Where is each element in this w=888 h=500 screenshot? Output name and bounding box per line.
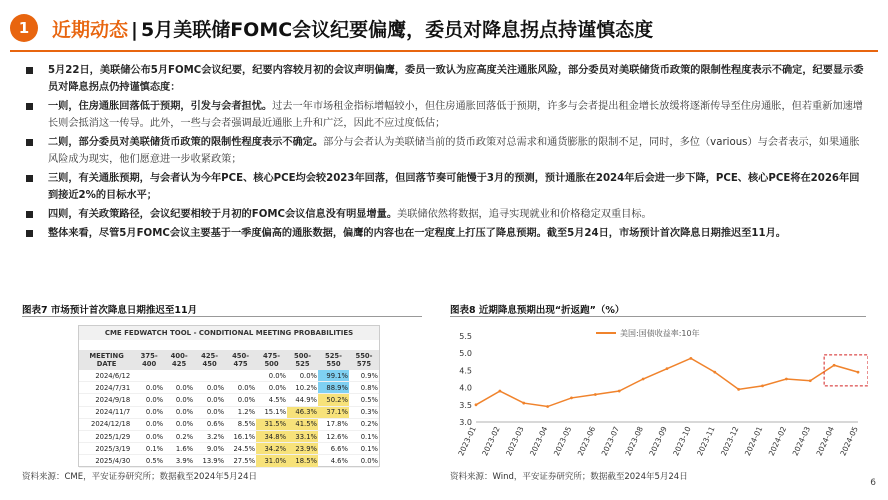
table-cell: 34.8% (256, 430, 287, 442)
table-cell: 18.5% (287, 455, 318, 467)
table-cell: 4.6% (318, 455, 349, 467)
x-tick-label: 2023-01 (456, 425, 478, 458)
fedwatch-tool-title: CME FEDWATCH TOOL - CONDITIONAL MEETING PROBABILITIES (79, 326, 379, 340)
bullet-normal-text: 部分与会者认为美联储当前的货币政策对总需求和通货膨胀的限制不足，同时，多位（various）与会者表示，如果通胀风险成为现实，他们愿意进一步收紧政策； (48, 137, 860, 165)
table-cell: 2024/7/31 (79, 382, 134, 394)
table-cell: 9.0% (194, 443, 225, 455)
bullet-square-icon (26, 139, 33, 146)
table-header-cell: 400-425 (164, 350, 194, 370)
bullet-bold-text: 四则，有关政策路径，会议纪要相较于月初的FOMC会议信息没有明显增量。 (48, 209, 398, 220)
page-title (52, 15, 653, 42)
table-cell: 0.0% (134, 394, 164, 406)
table-cell: 31.5% (256, 418, 287, 430)
x-tick-label: 2023-04 (528, 425, 550, 458)
table-header-cell: 425-450 (194, 350, 225, 370)
table-cell: 33.1% (287, 430, 318, 442)
y-tick-label: 5.0 (459, 349, 472, 359)
bullet-square-icon (26, 175, 33, 182)
table-cell (194, 370, 225, 382)
table-cell: 0.1% (349, 443, 379, 455)
table-cell: 0.5% (349, 394, 379, 406)
right-panel-divider (450, 316, 866, 317)
series-point (833, 364, 836, 367)
table-cell: 0.6% (194, 418, 225, 430)
table-header-cell: MEETING DATE (79, 350, 134, 370)
table-cell: 15.1% (256, 406, 287, 418)
x-tick-label: 2024-03 (790, 425, 813, 458)
bullet-item (22, 206, 864, 223)
bullet-item (22, 170, 864, 204)
table-cell: 16.1% (225, 430, 256, 442)
series-point (498, 390, 501, 393)
table-cell: 0.5% (134, 455, 164, 467)
series-point (761, 384, 764, 387)
series-line (476, 358, 858, 406)
bullet-item (22, 225, 864, 242)
table-cell (225, 370, 256, 382)
bullet-square-icon (26, 103, 33, 110)
table-header-cell: 375-400 (134, 350, 164, 370)
table-cell: 0.0% (164, 406, 194, 418)
section-number-badge: 1 (10, 14, 38, 42)
bullet-square-icon (26, 230, 33, 237)
y-tick-label: 5.5 (459, 332, 472, 341)
table-cell: 1.2% (225, 406, 256, 418)
title-text: 5月美联储FOMC会议纪要偏鹰，委员对降息拐点持谨慎态度 (140, 19, 654, 41)
table-cell: 10.2% (287, 382, 318, 394)
series-point (475, 403, 478, 406)
table-cell: 0.0% (349, 455, 379, 467)
x-tick-label: 2024-01 (742, 425, 765, 458)
series-point (618, 390, 621, 393)
x-tick-label: 2023-03 (504, 425, 526, 458)
bullet-list (22, 62, 864, 244)
table-row (79, 394, 379, 406)
y-tick-label: 4.0 (459, 383, 472, 393)
table-row (79, 430, 379, 442)
x-tick-label: 2023-07 (599, 425, 622, 458)
bullet-bold-text: 二则，部分委员对美联储货币政策的限制性程度表示不确定。 (48, 137, 324, 148)
series-point (642, 378, 645, 381)
table-cell: 31.0% (256, 455, 287, 467)
table-cell: 0.0% (256, 370, 287, 382)
table-cell: 0.0% (134, 418, 164, 430)
table-cell: 2025/1/29 (79, 430, 134, 442)
table-cell: 88.9% (318, 382, 349, 394)
header-divider (10, 50, 878, 52)
series-point (546, 405, 549, 408)
table-cell: 46.3% (287, 406, 318, 418)
y-tick-label: 3.5 (459, 400, 472, 410)
highlight-box (824, 355, 868, 386)
table-cell: 0.0% (287, 370, 318, 382)
bullet-bold-text: 整体来看，尽管5月FOMC会议主要基于一季度偏高的通胀数据，偏鹰的内容也在一定程度上打压了降息预期。截至5月24日，市场预计首次降息日期推迟至11月。 (48, 228, 786, 239)
left-panel-source: 资料来源：CME，平安证券研究所；数据截至2024年5月24日 (22, 472, 257, 482)
table-cell: 0.3% (349, 406, 379, 418)
table-cell: 0.0% (225, 394, 256, 406)
table-cell: 41.5% (287, 418, 318, 430)
bullet-item (22, 134, 864, 168)
series-point (666, 367, 669, 370)
x-tick-label: 2023-09 (647, 425, 669, 458)
x-tick-label: 2023-06 (575, 425, 598, 458)
table-cell: 23.9% (287, 443, 318, 455)
table-row (79, 406, 379, 418)
series-point (522, 402, 525, 405)
title-lead: 近期动态 (52, 19, 129, 41)
table-cell: 0.0% (194, 406, 225, 418)
y-tick-label: 3.0 (459, 418, 472, 427)
table-header-cell: 475-500 (256, 350, 287, 370)
x-tick-label: 2023-10 (671, 425, 693, 458)
table-cell: 0.0% (256, 382, 287, 394)
table-cell: 0.0% (134, 382, 164, 394)
table-cell: 0.1% (134, 443, 164, 455)
table-cell: 0.2% (164, 430, 194, 442)
table-row (79, 370, 379, 382)
table-cell: 0.2% (349, 418, 379, 430)
x-tick-label: 2024-05 (838, 425, 860, 458)
yield-line-chart (448, 322, 868, 462)
bullet-normal-text: 美联储依然将数据，追寻实现就业和价格稳定双重目标。 (397, 209, 652, 220)
x-tick-label: 2023-05 (551, 425, 574, 458)
table-row (79, 382, 379, 394)
fedwatch-table-box (78, 325, 380, 467)
y-tick-label: 4.5 (459, 366, 472, 376)
bullet-square-icon (26, 211, 33, 218)
table-cell: 3.9% (164, 455, 194, 467)
series-point (785, 378, 788, 381)
table-cell: 4.5% (256, 394, 287, 406)
table-cell (134, 370, 164, 382)
table-cell: 37.1% (318, 406, 349, 418)
series-point (594, 393, 597, 396)
fedwatch-table (79, 350, 379, 468)
table-row (79, 455, 379, 467)
title-separator: | (131, 19, 138, 41)
bullet-item (22, 62, 864, 96)
table-cell: 0.0% (225, 382, 256, 394)
right-panel-source: 资料来源：Wind，平安证券研究所；数据截至2024年5月24日 (450, 472, 688, 482)
table-cell: 0.0% (164, 394, 194, 406)
table-cell: 2024/11/7 (79, 406, 134, 418)
bullet-bold-text: 三则，有关通胀预期，与会者认为今年PCE、核心PCE均会较2023年回落，但回落节奏可能慢于3月的预测，预计通胀在2024年后会进一步下降，PCE、核心PCE将在2026年回到接近2%的目标水平； (48, 173, 860, 201)
bullet-item (22, 98, 864, 132)
right-panel-title: 图表8 近期降息预期出现“折返跑”（%） (450, 305, 625, 316)
table-cell: 0.0% (194, 394, 225, 406)
table-cell: 0.8% (349, 382, 379, 394)
table-header-cell: 525-550 (318, 350, 349, 370)
table-cell: 24.5% (225, 443, 256, 455)
series-point (857, 371, 860, 374)
page-number: 6 (870, 478, 876, 488)
table-header-cell: 550-575 (349, 350, 379, 370)
table-cell: 99.1% (318, 370, 349, 382)
table-cell: 0.0% (164, 418, 194, 430)
bullet-bold-text: 5月22日，美联储公布5月FOMC会议纪要，纪要内容较月初的会议声明偏鹰，委员一致认为应高度关注通胀风险，部分委员对美联储货币政策的限制性程度表示不确定，纪要显示委员对降息拐点仍持谨慎态度： (48, 65, 864, 93)
series-point (809, 379, 812, 382)
table-cell: 0.0% (164, 382, 194, 394)
series-point (713, 371, 716, 374)
bullet-normal-text: 过去一年市场租金指标增幅较小，但住房通胀回落低于预期，许多与会者提出租金增长放缓将逐渐传导至住房通胀，但若重新加速增长则会抵消这一传导。此外，一些与会者强调最近通胀上升和广泛，因此不应过度低估； (48, 101, 863, 129)
table-cell: 2025/3/19 (79, 443, 134, 455)
table-cell: 2024/9/18 (79, 394, 134, 406)
table-header-cell: 500-525 (287, 350, 318, 370)
x-tick-label: 2023-12 (719, 425, 741, 458)
x-tick-label: 2024-04 (814, 425, 836, 458)
section-header (10, 14, 878, 44)
series-point (689, 357, 692, 360)
legend-label: 美国:国债收益率:10年 (620, 329, 700, 338)
left-panel-title: 图表7 市场预计首次降息日期推迟至11月 (22, 305, 198, 316)
series-point (570, 397, 573, 400)
table-cell: 8.5% (225, 418, 256, 430)
table-cell: 34.2% (256, 443, 287, 455)
table-cell: 1.6% (164, 443, 194, 455)
table-cell: 0.9% (349, 370, 379, 382)
table-cell: 0.0% (194, 382, 225, 394)
table-cell: 0.0% (134, 430, 164, 442)
x-tick-label: 2024-02 (766, 425, 789, 458)
table-row (79, 443, 379, 455)
table-cell: 13.9% (194, 455, 225, 467)
table-cell: 50.2% (318, 394, 349, 406)
table-cell: 6.6% (318, 443, 349, 455)
left-panel-divider (22, 316, 422, 317)
table-cell (164, 370, 194, 382)
bullet-square-icon (26, 67, 33, 74)
table-cell: 12.6% (318, 430, 349, 442)
table-cell: 0.1% (349, 430, 379, 442)
table-cell: 0.0% (134, 406, 164, 418)
table-cell: 44.9% (287, 394, 318, 406)
table-cell: 2024/12/18 (79, 418, 134, 430)
table-cell: 27.5% (225, 455, 256, 467)
table-cell: 2025/4/30 (79, 455, 134, 467)
table-cell: 3.2% (194, 430, 225, 442)
table-cell: 17.8% (318, 418, 349, 430)
series-point (737, 388, 740, 391)
table-cell: 2024/6/12 (79, 370, 134, 382)
table-header-cell: 450-475 (225, 350, 256, 370)
x-tick-label: 2023-08 (623, 425, 645, 458)
x-tick-label: 2023-02 (480, 425, 502, 458)
x-tick-label: 2023-11 (695, 425, 717, 458)
bullet-bold-text: 一则，住房通胀回落低于预期，引发与会者担忧。 (48, 101, 273, 112)
table-row (79, 418, 379, 430)
